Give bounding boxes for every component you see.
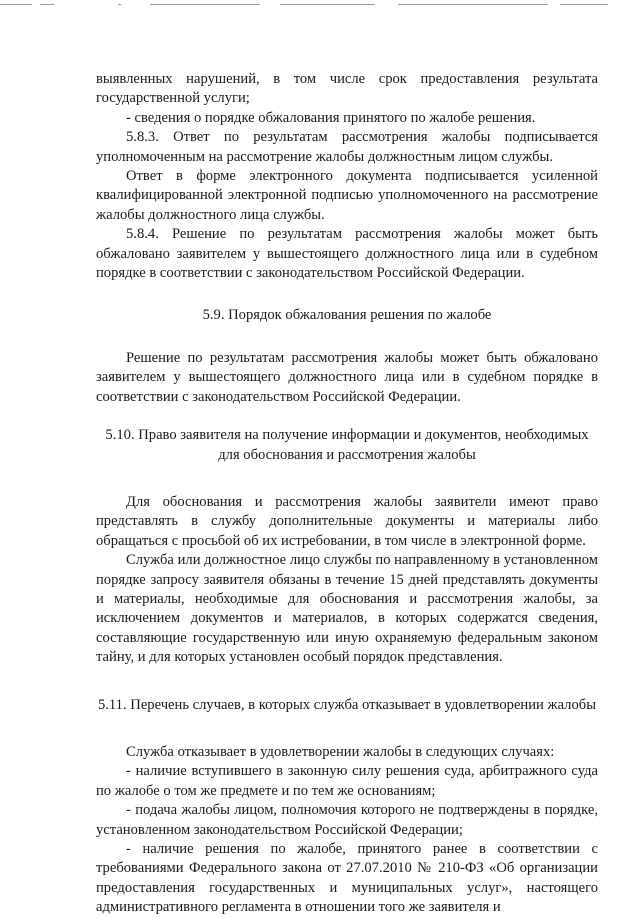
paragraph: Ответ в форме электронного документа подписывается усиленной квалифицированной электронной подписью уполномоченного на рассмотрение жалобы должностного лица службы.: [96, 168, 598, 223]
spacer: [96, 668, 598, 696]
spacer: [96, 465, 598, 493]
section-heading: 5.10. Право заявителя на получение информации и документов, необходимых для обоснования и рассмотрения жалобы: [105, 427, 589, 463]
section-heading: 5.11. Перечень случаев, в которых служба отказывает в удовлетворении жалобы: [97, 696, 596, 713]
paragraph: Служба или должностное лицо службы по направленному в установленном порядке запросу заявителя обязаны в течение 15 дней представлять документы и материалы, необходимые для обоснования и рассмотрения жалобы, за исключением документов и материалов, в которых содержатся сведения, составляющие государственную или иную охраняемую федеральным законом тайну, и для которых установлен особый порядок представления.: [96, 552, 598, 666]
spacer: [96, 715, 598, 743]
paragraph: - наличие решения по жалобе, принятого ранее в соответствии с требованиями Федерального закона от 27.07.2010 № 210-ФЗ «Об организации предоставления государственных и муниципальных услуг», настоящего административного регламента в отношении того же заявителя и: [96, 841, 598, 916]
paragraph: Решение по результатам рассмотрения жалобы может быть обжаловано заявителем у вышестоящего должностного лица или в судебном порядке в соответствии с законодательством Российской Федерации.: [96, 349, 598, 405]
paragraph: 5.8.4. Решение по результатам рассмотрения жалобы может быть обжаловано заявителем у вышестоящего должностного лица или в судебном порядке в соответствии с законодательством Российской Федерации.: [96, 226, 598, 282]
spacer: [96, 407, 598, 426]
paragraph: - подача жалобы лицом, полномочия которого не подтверждены в порядке, установленном законодательством Российской Федерации;: [96, 802, 598, 838]
document-page: [96, 70, 598, 918]
paragraph: - сведения о порядке обжалования принятого по жалобе решения.: [126, 109, 536, 126]
paragraph: - наличие вступившего в законную силу решения суда, арбитражного суда по жалобе о том же предмете и по тем же основаниям;: [96, 763, 598, 799]
paragraph: 5.8.3. Ответ по результатам рассмотрения жалобы подписывается уполномоченным на рассмотрение жалобы должностным лицом службы.: [96, 129, 598, 165]
scan-artifact-top-edge: [0, 4, 640, 7]
spacer: [96, 283, 598, 306]
paragraph: выявленных нарушений, в том числе срок предоставления результата государственной услуги;: [96, 71, 598, 107]
paragraph: Служба отказывает в удовлетворении жалобы в следующих случаях:: [126, 743, 555, 760]
section-heading: 5.9. Порядок обжалования решения по жалобе: [202, 307, 492, 324]
spacer: [96, 326, 598, 349]
paragraph: Для обоснования и рассмотрения жалобы заявители имеют право представлять в службу дополнительные документы и материалы либо обращаться с просьбой об их истребовании, в том числе в электронной форме.: [96, 493, 598, 549]
